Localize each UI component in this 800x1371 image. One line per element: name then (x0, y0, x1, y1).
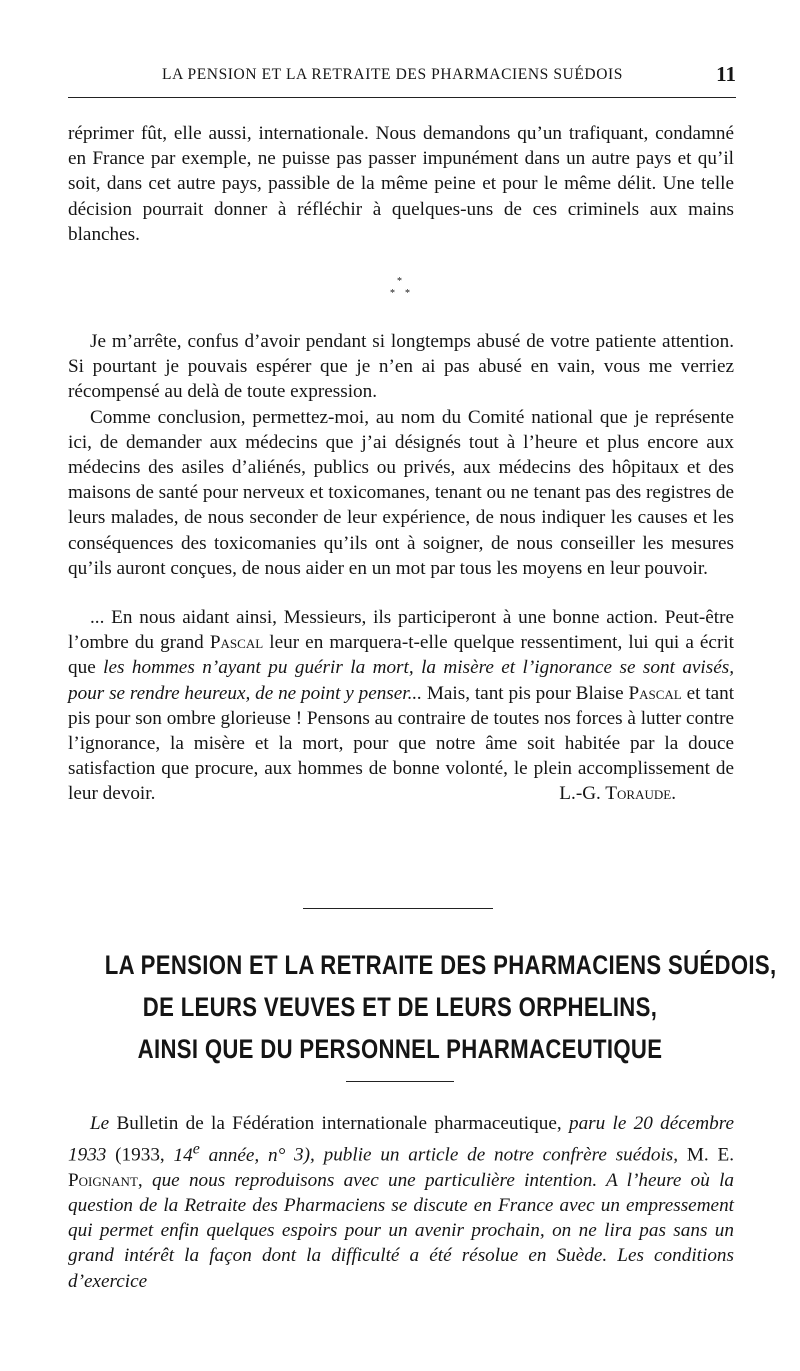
intro-title: M. E. (686, 1144, 734, 1166)
article-title-line-1: LA PENSION ET LA RETRAITE DES PHARMACIENS SUÉDOIS, (104, 950, 777, 980)
p4-text-b: leur en marquera-t-elle quelque ressentiment, lui qui a écrit que (68, 632, 735, 679)
asterism-star-left: * (390, 288, 395, 299)
intro-le: Le (90, 1113, 110, 1134)
closing-section (68, 329, 734, 807)
bulletin-name: Bulletin de la Fédération internationale pharmaceutique, (116, 1113, 562, 1134)
asterism-star-right: * (405, 288, 410, 299)
p4-text-a: ... En nous aidant ainsi, Messieurs, ils participeront à une bonne action. Peut-être l’ombre du grand (68, 607, 734, 654)
paragraph-2: Je m’arrête, confus d’avoir pendant si longtemps abusé de votre patiente attention. Si pourtant je pouvais espérer que je n’en ai pas abusé en vain, vous me verriez récompensé au delà de toute expression. (68, 331, 734, 403)
intro-comma: , (137, 1169, 143, 1191)
p4-text-d: et tant pis pour son ombre glorieuse ! Pensons au contraire de toutes nos forces à lutter contre l’ignorance, la misère et la mort, pour que notre âme soit habitée par la douce satisfaction que procure, aux hommes de bonne volonté, le plein accomplissement de leur devoir. (68, 682, 735, 805)
intro-publie: publie un article de notre confrère suédois, (323, 1144, 679, 1166)
author-name-poignant: Poignant (68, 1169, 138, 1191)
p4-text-c: Mais, tant pis pour Blaise (426, 682, 624, 704)
article-title-line-3: AINSI QUE DU PERSONNEL PHARMACEUTIQUE (137, 1034, 663, 1064)
author-signature: L.-G. Toraude. (559, 783, 676, 805)
paragraph-1: réprimer fût, elle aussi, internationale. Nous demandons qu’un trafiquant, condamné en France par exemple, ne puisse pas passer impunément dans un autre pays et qu’il soit, dans cet autre pays, passible de la même peine et pour le même délit. Une telle décision pourrait donner à réfléchir à quelques-uns de ces criminels aux mains blanches. (68, 123, 734, 245)
running-header (68, 64, 736, 92)
author-name-pascal: Pascal (209, 632, 264, 654)
title-underline-rule (346, 1081, 454, 1082)
section-separator-rule (303, 908, 493, 909)
intro-year-sup: e (192, 1140, 200, 1158)
intro-paren: (1933, (115, 1144, 165, 1166)
page-number: 11 (716, 62, 736, 86)
intro-paragraph (68, 1111, 734, 1294)
article-intro (68, 1111, 734, 1294)
pascal-quote: les hommes n’ayant pu guérir la mort, la misère et l’ignorance se sont avisés, pour se rendre heureux, de ne point y penser... (68, 657, 735, 704)
paragraph-continuation (68, 121, 734, 247)
author-name-pascal-2: Pascal (628, 682, 682, 704)
running-title: LA PENSION ET LA RETRAITE DES PHARMACIENS SUÉDOIS (162, 66, 623, 83)
paragraph-4 (68, 605, 734, 807)
header-rule (68, 97, 736, 98)
paragraph-3: Comme conclusion, permettez-moi, au nom du Comité national que je représente ici, de demander aux médecins que j’ai désignés tout à l’heure et plus encore aux médecins des asiles d’aliénés, publics ou privés, aux médecins des hôpitaux et des maisons de santé pour nerveux et toxicomanes, tenant ou ne tenant pas des registres de leurs malades, de nous seconder de leur expérience, de nous indiquer les causes et les conséquences des toxicomanies qu’ils ont à soigner, de nous conseiller les mesures qu’ils auront conçues, de nous aider en un mot par tous les moyens en leur pouvoir. (68, 406, 734, 579)
intro-rest: que nous reproduisons avec une particulière intention. A l’heure où la question de la Retraite des Pharmaciens se discute en France avec un empressement qui permet enfin quelques espoirs pour un avenir prochain, on ne lira pas sans un grand intérêt la façon dont la difficulté a été résolue en Suède. Les conditions d’exercice (68, 1169, 735, 1292)
asterism (386, 276, 416, 306)
intro-issue: 3), (294, 1144, 315, 1166)
article-title-line-2: DE LEURS VEUVES ET DE LEURS ORPHELINS, (142, 992, 658, 1022)
intro-annee: année, n° (208, 1144, 286, 1166)
intro-paru: paru le 20 décembre 1933 (68, 1113, 735, 1166)
intro-year-number: 14 (173, 1144, 193, 1166)
asterism-star-top: * (397, 276, 402, 287)
